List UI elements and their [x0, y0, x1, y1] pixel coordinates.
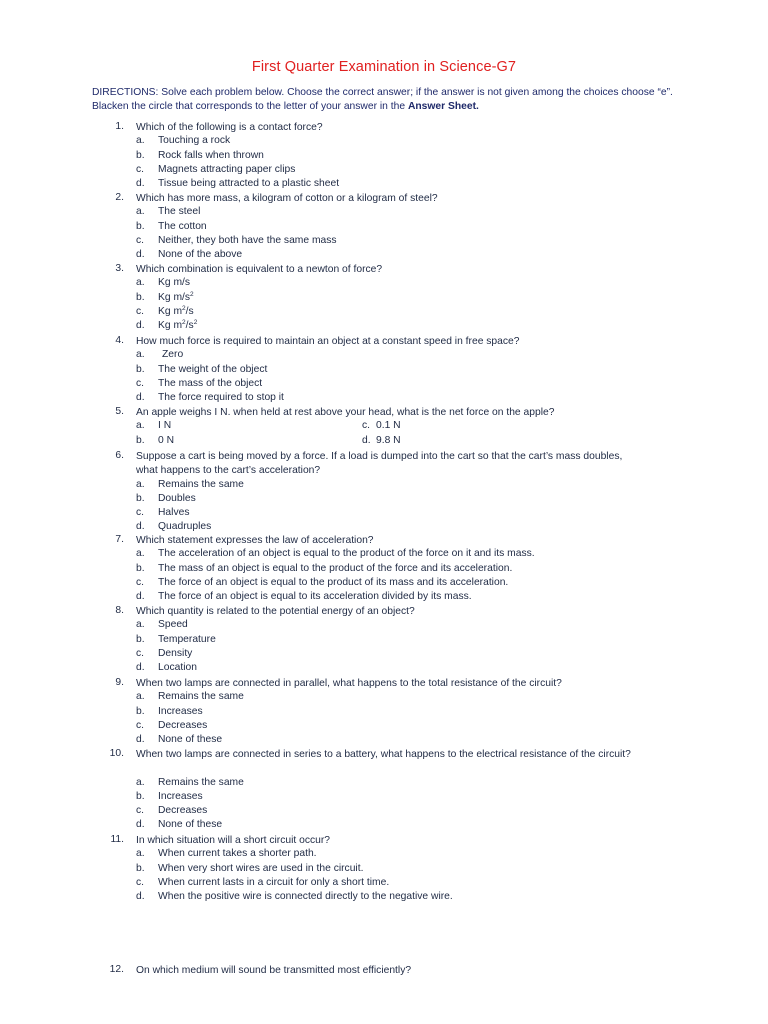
option-text: None of these — [158, 734, 223, 745]
directions-text: DIRECTIONS: Solve each problem below. Choose the correct answer; if the answer is not given among the choices choose “e”. Blacken the circle that corresponds to the letter of your answer in the — [92, 87, 673, 112]
option-text: None of these — [158, 819, 223, 831]
question-text: Which of the following is a contact force? — [136, 122, 323, 133]
question-number: 3. — [115, 263, 124, 274]
option-text: Doubles — [158, 492, 196, 504]
option-text: 0.1 N — [376, 420, 401, 432]
option-letter: b. — [136, 562, 145, 574]
option-text: 9.8 N — [376, 434, 401, 446]
question-text: When two lamps are connected in parallel, what happens to the total resistance of the circuit? — [136, 678, 562, 689]
question-text: How much force is required to maintain an object at a constant speed in free space? — [136, 336, 520, 347]
option-text: Halves — [158, 507, 190, 518]
option-text: Speed — [158, 619, 188, 631]
question-text: Suppose a cart is being moved by a force. If a load is dumped into the cart so that the cart’s mass doubles, what happens to the cart’s acceleration? — [136, 451, 623, 477]
option-text: Remains the same — [158, 776, 244, 788]
option-letter: b. — [136, 220, 145, 232]
question-number: 7. — [115, 534, 124, 545]
option-letter: d. — [136, 891, 145, 902]
option-letter: c. — [136, 305, 145, 317]
question-text: On which medium will sound be transmitted most efficiently? — [136, 965, 412, 976]
question-number: 4. — [115, 335, 124, 346]
option-text: Kg m/s — [158, 277, 191, 289]
option-letter: c. — [136, 576, 145, 588]
question-number: 9. — [115, 677, 124, 688]
option-letter: c. — [136, 647, 145, 659]
option-text: Remains the same — [158, 478, 244, 490]
option-text: Tissue being attracted to a plastic sheet — [158, 178, 340, 189]
question-text: In which situation will a short circuit occur? — [136, 835, 331, 846]
option-text: When the positive wire is connected directly to the negative wire. — [158, 891, 453, 902]
option-text: Remains the same — [158, 691, 244, 703]
option-text: The weight of the object — [158, 363, 268, 375]
option-letter: c. — [136, 234, 145, 246]
question-text: An apple weighs I N. when held at rest above your head, what is the net force on the apple? — [136, 407, 555, 418]
exam-title: First Quarter Examination in Science-G7 — [251, 59, 517, 75]
option-letter: b. — [136, 363, 145, 375]
option-text: The mass of an object is equal to the product of the force and its acceleration. — [158, 562, 513, 574]
option-letter: d. — [136, 591, 145, 602]
option-text: When current lasts in a circuit for only a short time. — [158, 876, 390, 888]
option-letter: d. — [362, 434, 371, 446]
question-text: Which statement expresses the law of acceleration? — [136, 535, 374, 546]
option-text: Temperature — [158, 633, 216, 645]
option-text: Zero — [162, 349, 184, 361]
option-letter: b. — [136, 862, 145, 874]
option-letter: b. — [136, 149, 145, 161]
answer-sheet-label: Answer Sheet. — [407, 101, 479, 112]
option-letter: a. — [136, 135, 145, 147]
option-text: Neither, they both have the same mass — [158, 234, 337, 246]
option-letter: c. — [136, 719, 145, 731]
option-letter: a. — [136, 349, 145, 361]
option-text: The cotton — [158, 220, 207, 232]
option-letter: b. — [136, 705, 145, 717]
option-text: The force of an object is equal to the product of its mass and its acceleration. — [158, 576, 509, 588]
option-letter: a. — [136, 420, 145, 432]
option-letter: a. — [136, 206, 145, 218]
question-number: 2. — [115, 192, 124, 203]
option-letter: c. — [136, 876, 145, 888]
option-letter: c. — [136, 507, 145, 518]
question-text: Which quantity is related to the potential energy of an object? — [136, 606, 415, 617]
option-text: The force required to stop it — [158, 392, 284, 403]
option-letter: d. — [136, 320, 145, 331]
option-letter: d. — [136, 819, 145, 831]
option-letter: c. — [136, 805, 145, 816]
question-number: 10. — [109, 748, 124, 759]
question-number: 6. — [115, 450, 124, 461]
option-text: Touching a rock — [158, 135, 231, 147]
question-number: 5. — [115, 406, 124, 417]
option-letter: d. — [136, 249, 145, 260]
option-text: Quadruples — [158, 521, 212, 533]
option-text: Decreases — [158, 805, 208, 816]
option-text: Density — [158, 647, 193, 659]
option-letter: a. — [136, 548, 145, 560]
option-letter: b. — [136, 291, 145, 303]
option-letter: b. — [136, 790, 145, 802]
option-letter: b. — [136, 492, 145, 504]
option-text: None of the above — [158, 249, 243, 260]
option-text: Decreases — [158, 719, 208, 731]
option-text: When very short wires are used in the circuit. — [158, 862, 364, 874]
option-text: I N — [158, 420, 172, 432]
question-number: 12. — [109, 964, 124, 975]
question-number: 8. — [115, 605, 124, 616]
option-text: The acceleration of an object is equal to the product of the force on it and its mass. — [158, 548, 535, 560]
option-letter: c. — [136, 163, 145, 175]
option-text: Rock falls when thrown — [158, 149, 264, 161]
option-letter: c. — [136, 377, 145, 389]
option-letter: b. — [136, 434, 145, 446]
option-letter: a. — [136, 277, 145, 289]
question-text: Which has more mass, a kilogram of cotton or a kilogram of steel? — [136, 193, 438, 204]
option-letter: d. — [136, 521, 145, 533]
directions — [92, 86, 692, 114]
option-text: The force of an object is equal to its acceleration divided by its mass. — [158, 591, 472, 602]
option-text: Kg $m/s^2$ — [158, 290, 194, 303]
option-letter: a. — [136, 776, 145, 788]
option-letter: a. — [136, 619, 145, 631]
option-letter: c. — [362, 420, 371, 432]
option-text: Location — [158, 662, 197, 673]
question-text: When two lamps are connected in series to a battery, what happens to the electrical resistance of the circuit? — [136, 749, 631, 760]
option-text: Kg $m^2/s$ — [158, 304, 194, 317]
option-text: The steel — [158, 206, 201, 218]
option-letter: a. — [136, 691, 145, 703]
option-letter: d. — [136, 392, 145, 403]
option-letter: d. — [136, 662, 145, 673]
question-text: Which combination is equivalent to a newton of force? — [136, 264, 383, 275]
question-number: 11. — [110, 834, 124, 845]
option-letter: d. — [136, 178, 145, 189]
option-letter: a. — [136, 478, 145, 490]
option-letter: a. — [136, 848, 145, 860]
option-letter: d. — [136, 734, 145, 745]
option-text: Kg $m^2/s^2$ — [158, 319, 198, 331]
option-text: The mass of the object — [158, 377, 263, 389]
option-text: Increases — [158, 790, 203, 802]
option-text: Magnets attracting paper clips — [158, 163, 296, 175]
option-letter: b. — [136, 633, 145, 645]
option-text: When current takes a shorter path. — [158, 848, 317, 860]
option-text: 0 N — [158, 434, 175, 446]
question-number: 1. — [115, 121, 124, 132]
option-text: Increases — [158, 705, 203, 717]
